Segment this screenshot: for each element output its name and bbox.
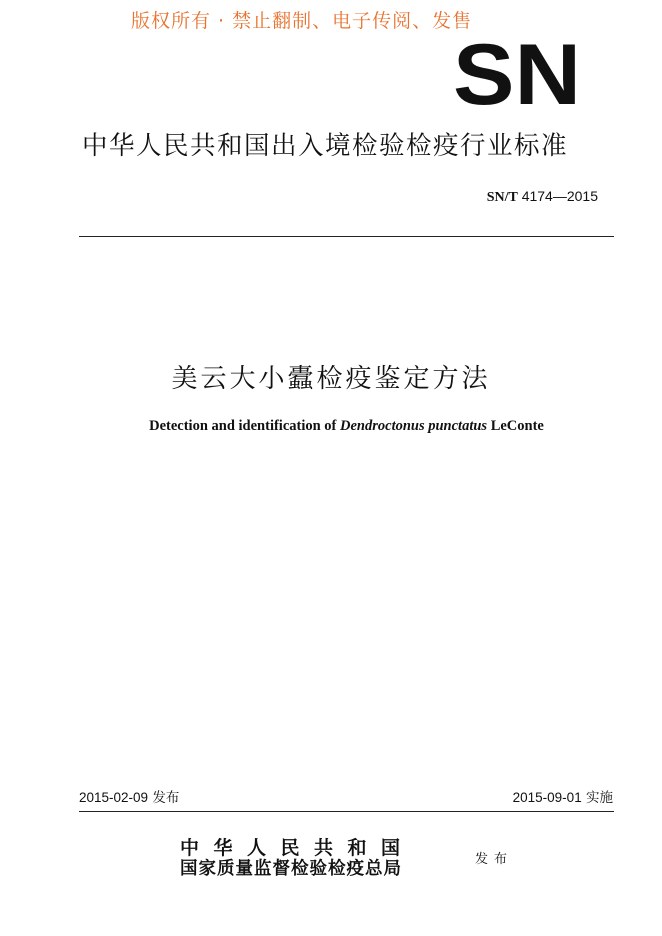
- implement-date-label: 实施: [581, 790, 613, 806]
- standard-code: [487, 188, 598, 206]
- issue-date: [79, 786, 179, 806]
- logo-text: SN: [453, 40, 581, 106]
- bottom-divider: [79, 811, 614, 812]
- issue-date-value: 2015-02-09: [79, 790, 149, 805]
- publish-label: 发布: [475, 852, 514, 867]
- title-english-suffix: LeConte: [487, 418, 544, 434]
- issuer-block: [180, 838, 415, 880]
- title-english-prefix: Detection and identification of: [149, 418, 341, 434]
- issuer-line-2: 国家质量监督检验检疫总局: [180, 859, 402, 879]
- sn-logo: [452, 40, 582, 106]
- standard-prefix: SN/T: [486, 190, 518, 205]
- title-english-species: Dendroctonus punctatus: [340, 418, 488, 434]
- organization-title: 中华人民共和国出入境检验检疫行业标准: [82, 131, 569, 161]
- top-divider: [79, 236, 614, 237]
- copyright-notice: 版权所有 · 禁止翻制、电子传阅、发售: [131, 10, 473, 32]
- standard-number: 4174—2015: [517, 188, 598, 204]
- issuer-line-1: 中华人民共和国: [180, 837, 415, 859]
- document-title-english: [0, 418, 662, 435]
- implement-date-value: 2015-09-01: [512, 790, 582, 805]
- document-title-chinese: 美云大小蠹检疫鉴定方法: [171, 364, 491, 394]
- implement-date: [513, 786, 613, 806]
- issue-date-label: 发布: [148, 790, 180, 806]
